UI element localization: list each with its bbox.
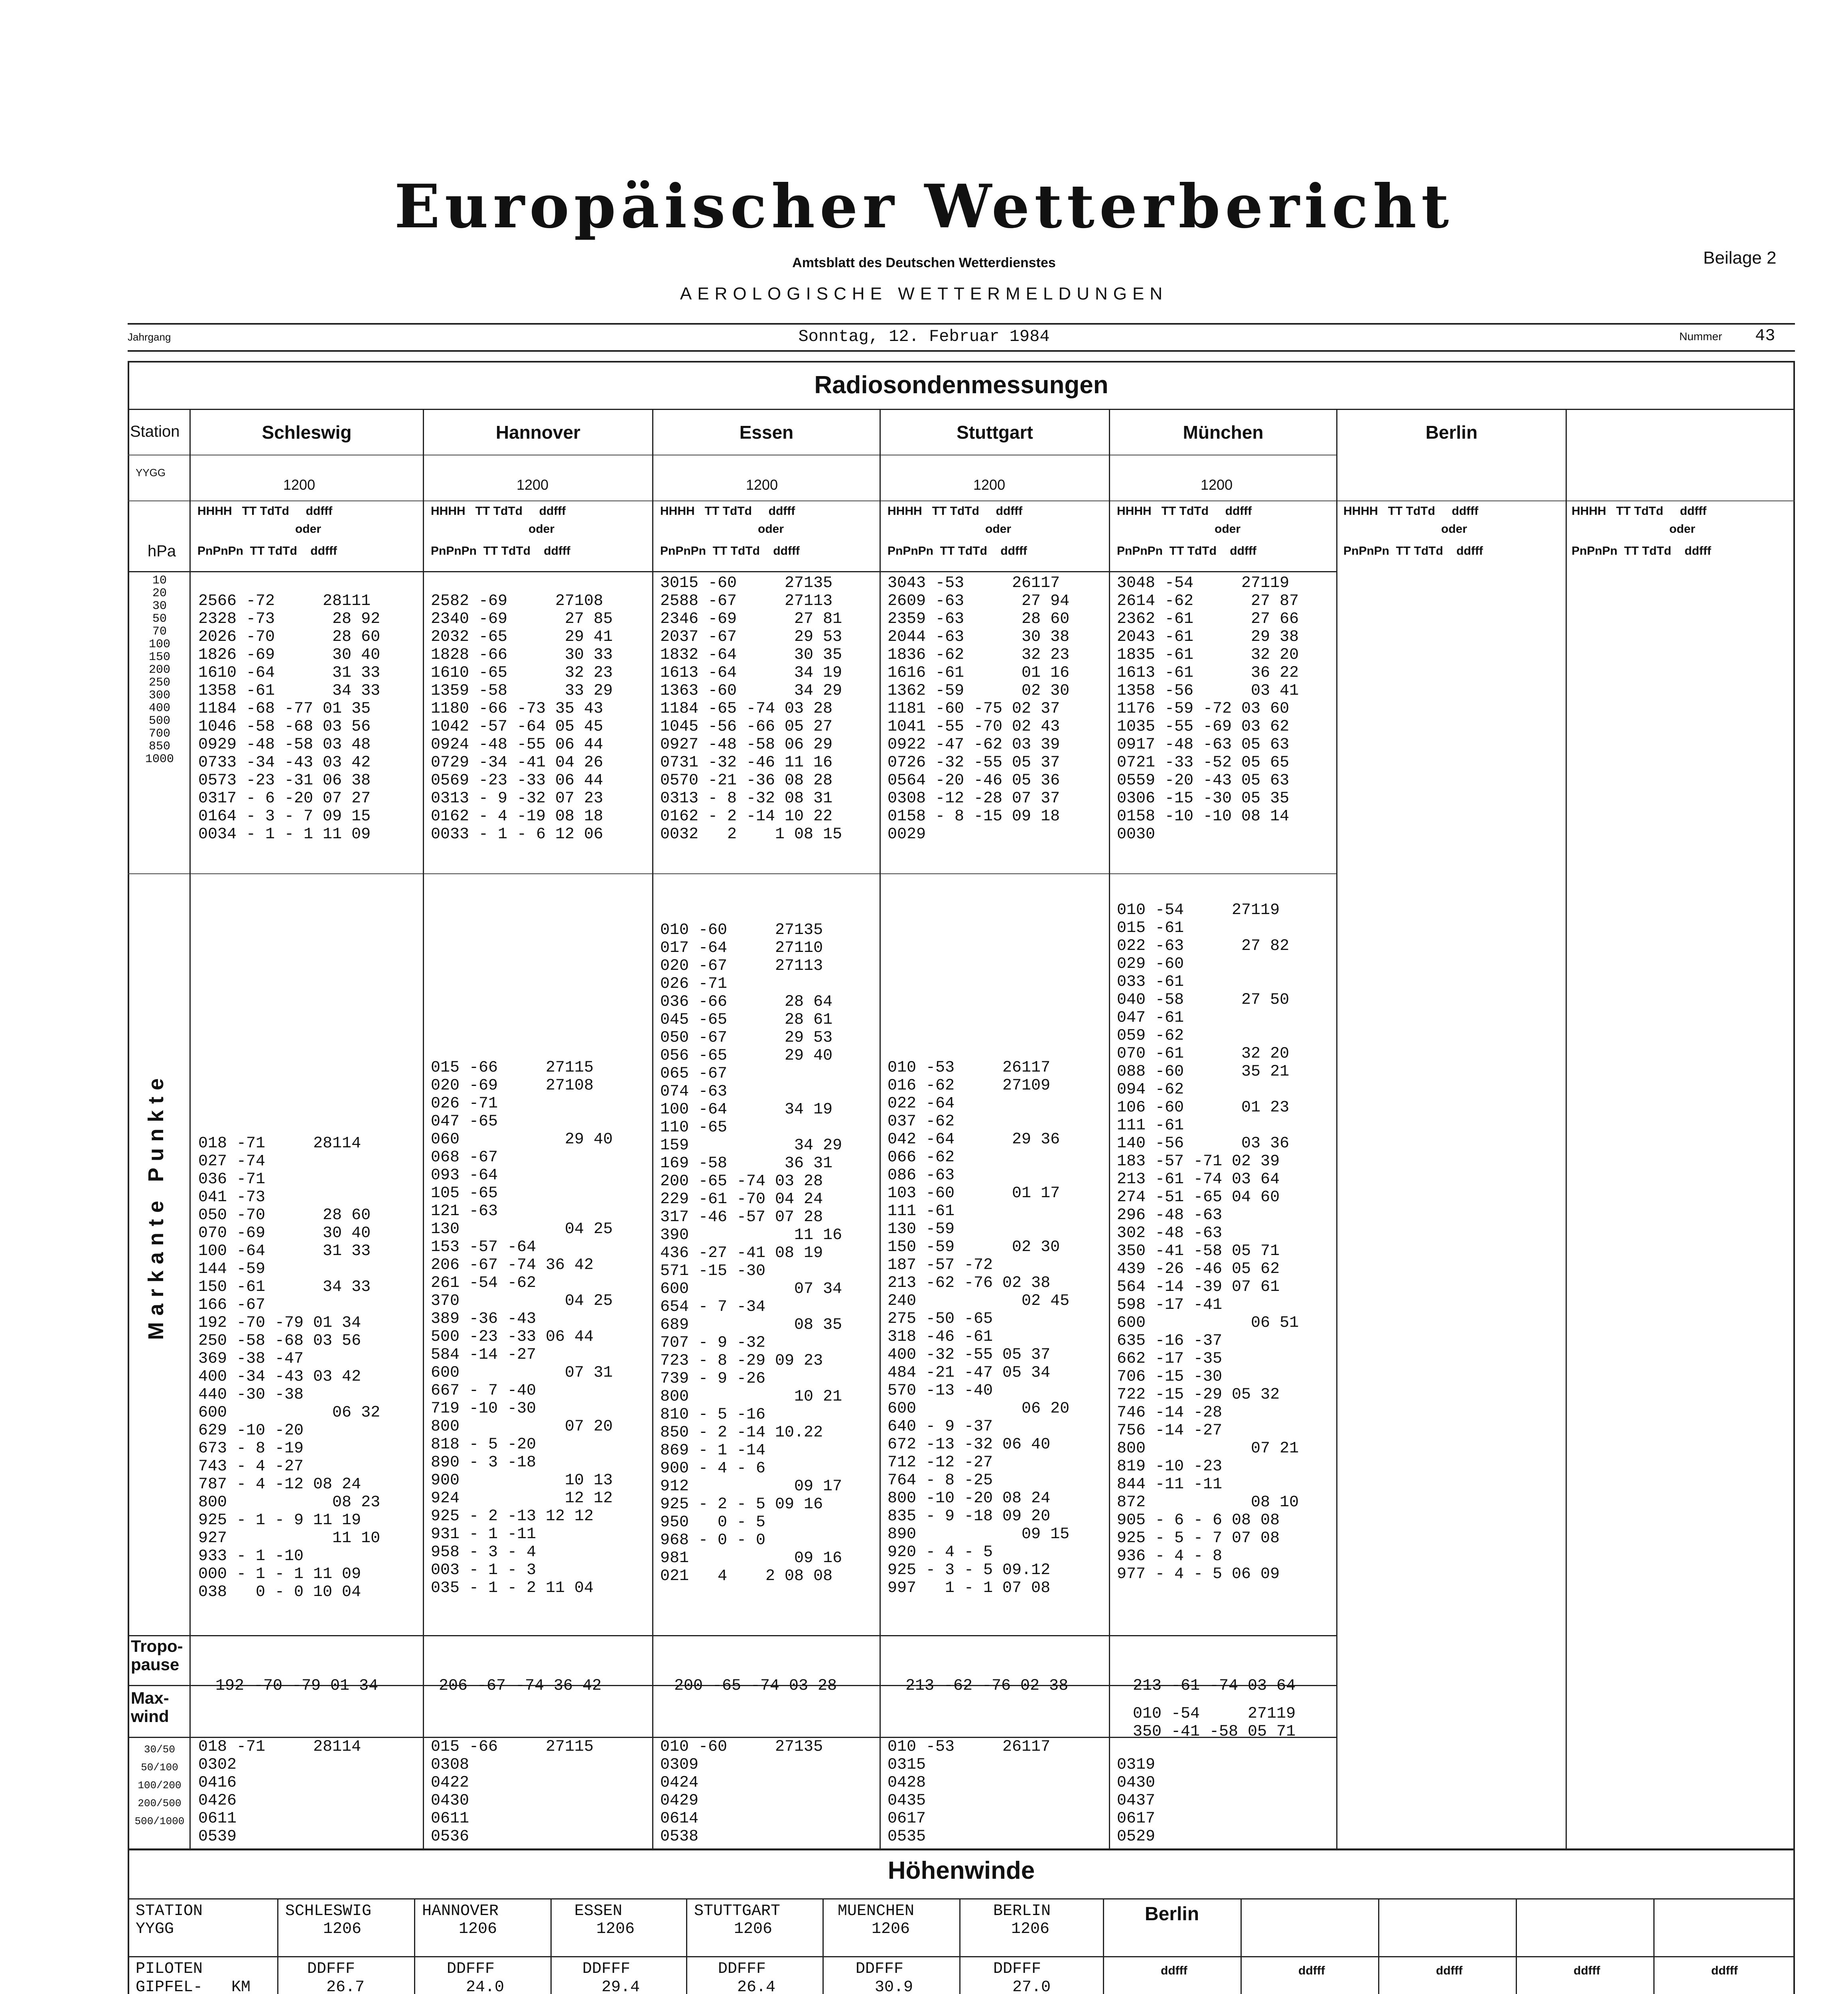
- sig-schleswig: 018 -71 28114 027 -74 036 -71 041 -73 050 -70 28 60 070 -69 30 40 100 -64 31 33 144 -59 150 -61 34 33 166 -67 192 -70 -79 01 34 250 -58 -68 03 56 369 -38 -47 400 -34 -43 03 42 440 -30 -38 600 06 32 629 -10 -20 673 - 8 -19 743 - 4 -27 787 - 4 -12 08 24 800 08 23 925 - 1 - 9 11 19 927 11 10 933 - 1 -10 000 - 1 - 1 11 09 038 0 - 0 10 04: [198, 1135, 381, 1601]
- col-head-top: HHHH TT TdTd ddfff: [431, 504, 566, 518]
- markante-punkte-label: Markante Punkte: [144, 1072, 168, 1340]
- ddfff-label: ddfff: [1161, 1964, 1187, 1977]
- piloten-hannover: DDFFF 24.0: [447, 1960, 505, 1994]
- maxwind-muenchen: 010 -54 27119 350 -41 -58 05 71: [1133, 1705, 1296, 1741]
- shear-hannover: 015 -66 27115 0308 0422 0430 0611 0536: [431, 1738, 594, 1846]
- shear-schleswig: 018 -71 28114 0302 0416 0426 0611 0539: [198, 1738, 361, 1846]
- shear-stuttgart: 010 -53 26117 0315 0428 0435 0617 0535: [888, 1738, 1051, 1846]
- wind-time-berlin: 1206: [1011, 1920, 1050, 1938]
- col-divider: [1516, 1898, 1517, 1994]
- col-divider: [1109, 409, 1110, 1848]
- header-rule-bottom: [128, 350, 1795, 352]
- col-head-top: HHHH TT TdTd ddfff: [1343, 504, 1479, 518]
- col-divider: [1378, 1898, 1379, 1994]
- tropo-essen: 200 -65 -74 03 28: [674, 1677, 837, 1695]
- col-divider: [822, 1898, 824, 1994]
- station-stuttgart: Stuttgart: [957, 422, 1033, 443]
- wind-time-stuttgart: 1206: [734, 1920, 773, 1938]
- wind-station-essen: ESSEN: [574, 1902, 623, 1920]
- time-muenchen: 1200: [1201, 477, 1233, 493]
- shear-layer-labels: 30/50 50/100 100/200 200/500 500/1000: [134, 1744, 185, 1827]
- col-head-bot: PnPnPn TT TdTd ddfff: [660, 544, 800, 558]
- col-head-mid: oder: [985, 522, 1012, 536]
- ddfff-label: ddfff: [1711, 1964, 1738, 1977]
- col-divider: [1241, 1898, 1242, 1994]
- col-divider: [414, 1898, 415, 1994]
- tropopause-label: Tropo- pause: [131, 1637, 183, 1674]
- subtitle: Amtsblatt des Deutschen Wetterdienstes: [792, 255, 1056, 270]
- tropo-hannover: 206 -67 -74 36 42: [439, 1677, 602, 1695]
- piloten-stuttgart: DDFFF 26.4: [718, 1960, 776, 1994]
- tropo-stuttgart: 213 -62 -76 02 38: [905, 1677, 1069, 1695]
- station-yygg-label: STATION YYGG: [136, 1902, 203, 1938]
- shear-essen: 010 -60 27135 0309 0424 0429 0614 0538: [660, 1738, 823, 1846]
- col-head-mid: oder: [758, 522, 784, 536]
- station-berlin: Berlin: [1425, 422, 1478, 443]
- col-head-bot: PnPnPn TT TdTd ddfff: [1572, 544, 1711, 558]
- station-label: Station: [130, 423, 180, 440]
- sig-essen: 010 -60 27135 017 -64 27110 020 -67 27113 026 -71 036 -66 28 64 045 -65 28 61 050 -67 29 53 056 -65 29 40 065 -67 074 -63 100 -64 34 19 110 -65 159 34 29 169 -58 36 31 200 -65 -74 03 28 229 -61 -70 04 24 317 -46 -57 07 28 390 11 16 436 -27 -41 08 19 571 -15 -30 600 07 34 654 - 7 -34 689 08 35 707 - 9 -32 723 - 8 -29 09 23 739 - 9 -26 800 10 21 810 - 5 -16 850 - 2 -14 10.22 869 - 1 -14 900 - 4 - 6 912 09 17 925 - 2 - 5 09 16 950 0 - 5 968 - 0 - 0 981 09 16 021 4 2 08 08: [660, 921, 842, 1585]
- col-divider: [686, 1898, 687, 1994]
- station-essen: Essen: [739, 422, 794, 443]
- yygg-label: YYGG: [136, 467, 166, 479]
- col-head-mid: oder: [1441, 522, 1467, 536]
- page-title: Europäischer Wetterbericht: [394, 171, 1454, 242]
- piloten-berlin: DDFFF 27.0: [993, 1960, 1051, 1994]
- wind-station-schleswig: SCHLESWIG: [285, 1902, 372, 1920]
- sig-muenchen: 010 -54 27119 015 -61 022 -63 27 82 029 -60 033 -61 040 -58 27 50 047 -61 059 -62 070 -61 32 20 088 -60 35 21 094 -62 106 -60 01 23 111 -61 140 -56 03 36 183 -57 -71 02 39 213 -61 -74 03 64 274 -51 -65 04 60 296 -48 -63 302 -48 -63 350 -41 -58 05 71 439 -26 -46 05 62 564 -14 -39 07 61 598 -17 -41 600 06 51 635 -16 -37 662 -17 -35 706 -15 -30 722 -15 -29 05 32 746 -14 -28 756 -14 -27 800 07 21 819 -10 -23 844 -11 -11 872 08 10 905 - 6 - 6 08 08 925 - 5 - 7 07 08 936 - 4 - 8 977 - 4 - 5 06 09: [1117, 901, 1299, 1583]
- std-schleswig: 2566 -72 28111 2328 -73 28 92 2026 -70 28 60 1826 -69 30 40 1610 -64 31 33 1358 -61 34 33 1184 -68 -77 01 35 1046 -58 -68 03 56 0929 -48 -58 03 48 0733 -34 -43 03 42 0573 -23 -31 06 38 0317 - 6 -20 07 27 0164 - 3 - 7 09 15 0034 - 1 - 1 11 09: [198, 592, 381, 843]
- maxwind-label: Max- wind: [131, 1689, 169, 1726]
- wind-station-berlin: BERLIN: [993, 1902, 1051, 1920]
- rule: [128, 873, 1336, 874]
- col-divider: [1566, 409, 1567, 1848]
- header-rule-top: [128, 323, 1795, 325]
- rule: [128, 1956, 1795, 1957]
- wind-time-schleswig: 1206: [323, 1920, 362, 1938]
- radiosonde-heading: Radiosondenmessungen: [814, 371, 1108, 399]
- std-stuttgart: 3043 -53 26117 2609 -63 27 94 2359 -63 28 60 2044 -63 30 38 1836 -62 32 23 1616 -61 01 16 1362 -59 02 30 1181 -60 -75 02 37 1041 -55 -70 02 43 0922 -47 -62 03 39 0726 -32 -55 05 37 0564 -20 -46 05 36 0308 -12 -28 07 37 0158 - 8 -15 09 18 0029: [888, 574, 1070, 843]
- rule: [128, 571, 1336, 572]
- col-divider: [423, 409, 424, 1848]
- piloten-essen: DDFFF 29.4: [582, 1960, 640, 1994]
- col-divider: [959, 1898, 960, 1994]
- wind-station-hannover: HANNOVER: [422, 1902, 499, 1920]
- time-schleswig: 1200: [283, 477, 316, 493]
- col-head-mid: oder: [295, 522, 321, 536]
- jahrgang-label: Jahrgang: [128, 331, 171, 343]
- shear-muenchen: 0319 0430 0437 0617 0529: [1117, 1756, 1156, 1846]
- rule: [128, 1635, 1336, 1636]
- hpa-label: hPa: [148, 542, 176, 560]
- col-head-mid: oder: [1669, 522, 1696, 536]
- ddfff-label: ddfff: [1574, 1964, 1600, 1977]
- supplement-label: Beilage 2: [1703, 248, 1777, 268]
- hoehenwinde-heading: Höhenwinde: [888, 1857, 1035, 1884]
- time-stuttgart: 1200: [973, 477, 1006, 493]
- rule: [128, 500, 1795, 501]
- col-head-top: HHHH TT TdTd ddfff: [1572, 504, 1707, 518]
- issue-date: Sonntag, 12. Februar 1984: [798, 327, 1050, 346]
- tropo-muenchen: 213 -61 -74 03 64: [1133, 1677, 1296, 1695]
- station-schleswig: Schleswig: [262, 422, 352, 443]
- col-head-top: HHHH TT TdTd ddfff: [660, 504, 795, 518]
- ddfff-label: ddfff: [1298, 1964, 1325, 1977]
- std-essen: 3015 -60 27135 2588 -67 27113 2346 -69 27 81 2037 -67 29 53 1832 -64 30 35 1613 -64 34 19 1363 -60 34 29 1184 -65 -74 03 28 1045 -56 -66 05 27 0927 -48 -58 06 29 0731 -32 -46 11 16 0570 -21 -36 08 28 0313 - 8 -32 08 31 0162 - 2 -14 10 22 0032 2 1 08 15: [660, 574, 842, 843]
- station-hannover: Hannover: [495, 422, 581, 443]
- rule: [128, 1898, 1795, 1899]
- col-divider: [1103, 1898, 1104, 1994]
- wind-station-muenchen: MUENCHEN: [838, 1902, 915, 1920]
- nummer-value: 43: [1755, 326, 1775, 345]
- piloten-label: PILOTEN GIPFEL- KM: [136, 1960, 251, 1994]
- wind-time-muenchen: 1206: [872, 1920, 910, 1938]
- col-divider: [277, 1898, 278, 1994]
- nummer-label: Nummer: [1679, 330, 1722, 343]
- col-head-top: HHHH TT TdTd ddfff: [197, 504, 333, 518]
- sig-hannover: 015 -66 27115 020 -69 27108 026 -71 047 -65 060 29 40 068 -67 093 -64 105 -65 121 -63 130 04 25 153 -57 -64 206 -67 -74 36 42 261 -54 -62 370 04 25 389 -36 -43 500 -23 -33 06 44 584 -14 -27 600 07 31 667 - 7 -40 719 -10 -30 800 07 20 818 - 5 -20 890 - 3 -18 900 10 13 924 12 12 925 - 2 -13 12 12 931 - 1 -11 958 - 3 - 4 003 - 1 - 3 035 - 1 - 2 11 04: [431, 1059, 613, 1597]
- tropo-schleswig: 192 -70 -79 01 34: [215, 1677, 379, 1695]
- std-hannover: 2582 -69 27108 2340 -69 27 85 2032 -65 29 41 1828 -66 30 33 1610 -65 32 23 1359 -58 33 29 1180 -66 -73 35 43 1042 -57 -64 05 45 0924 -48 -55 06 44 0729 -34 -41 04 26 0569 -23 -33 06 44 0313 - 9 -32 07 23 0162 - 4 -19 08 18 0033 - 1 - 6 12 06: [431, 592, 613, 843]
- col-head-bot: PnPnPn TT TdTd ddfff: [888, 544, 1027, 558]
- col-head-mid: oder: [529, 522, 555, 536]
- col-divider: [1336, 409, 1337, 1848]
- col-head-mid: oder: [1215, 522, 1241, 536]
- station-muenchen: München: [1183, 422, 1264, 443]
- wind-time-hannover: 1206: [459, 1920, 497, 1938]
- col-divider: [652, 409, 653, 1848]
- wind-berlin-label: Berlin: [1145, 1903, 1199, 1925]
- pressure-levels: 10 20 30 50 70 100 150 200 250 300 400 500 700 850 1000: [145, 574, 174, 766]
- col-divider: [880, 409, 881, 1848]
- col-head-bot: PnPnPn TT TdTd ddfff: [197, 544, 337, 558]
- piloten-schleswig: DDFFF 26.7: [307, 1960, 365, 1994]
- section-header: AEROLOGISCHE WETTERMELDUNGEN: [680, 284, 1168, 303]
- col-divider: [189, 409, 191, 1848]
- piloten-muenchen: DDFFF 30.9: [856, 1960, 913, 1994]
- wind-station-stuttgart: STUTTGART: [694, 1902, 781, 1920]
- col-divider: [1653, 1898, 1655, 1994]
- col-head-top: HHHH TT TdTd ddfff: [888, 504, 1023, 518]
- col-head-bot: PnPnPn TT TdTd ddfff: [431, 544, 570, 558]
- time-hannover: 1200: [517, 477, 549, 493]
- col-head-bot: PnPnPn TT TdTd ddfff: [1343, 544, 1483, 558]
- col-head-bot: PnPnPn TT TdTd ddfff: [1117, 544, 1256, 558]
- col-divider: [550, 1898, 552, 1994]
- ddfff-label: ddfff: [1436, 1964, 1463, 1977]
- col-head-top: HHHH TT TdTd ddfff: [1117, 504, 1252, 518]
- time-essen: 1200: [746, 477, 778, 493]
- rule: [128, 409, 1795, 410]
- wind-time-essen: 1206: [596, 1920, 635, 1938]
- std-muenchen: 3048 -54 27119 2614 -62 27 87 2362 -61 27 66 2043 -61 29 38 1835 -61 32 20 1613 -61 36 22 1358 -56 03 41 1176 -59 -72 03 60 1035 -55 -69 03 62 0917 -48 -63 05 63 0721 -33 -52 05 65 0559 -20 -43 05 63 0306 -15 -30 05 35 0158 -10 -10 08 14 0030: [1117, 574, 1299, 843]
- sig-stuttgart: 010 -53 26117 016 -62 27109 022 -64 037 -62 042 -64 29 36 066 -62 086 -63 103 -60 01 17 111 -61 130 -59 150 -59 02 30 187 -57 -72 213 -62 -76 02 38 240 02 45 275 -50 -65 318 -46 -61 400 -32 -55 05 37 484 -21 -47 05 34 570 -13 -40 600 06 20 640 - 9 -37 672 -13 -32 06 40 712 -12 -27 764 - 8 -25 800 -10 -20 08 24 835 - 9 -18 09 20 890 09 15 920 - 4 - 5 925 - 3 - 5 09.12 997 1 - 1 07 08: [888, 1059, 1070, 1597]
